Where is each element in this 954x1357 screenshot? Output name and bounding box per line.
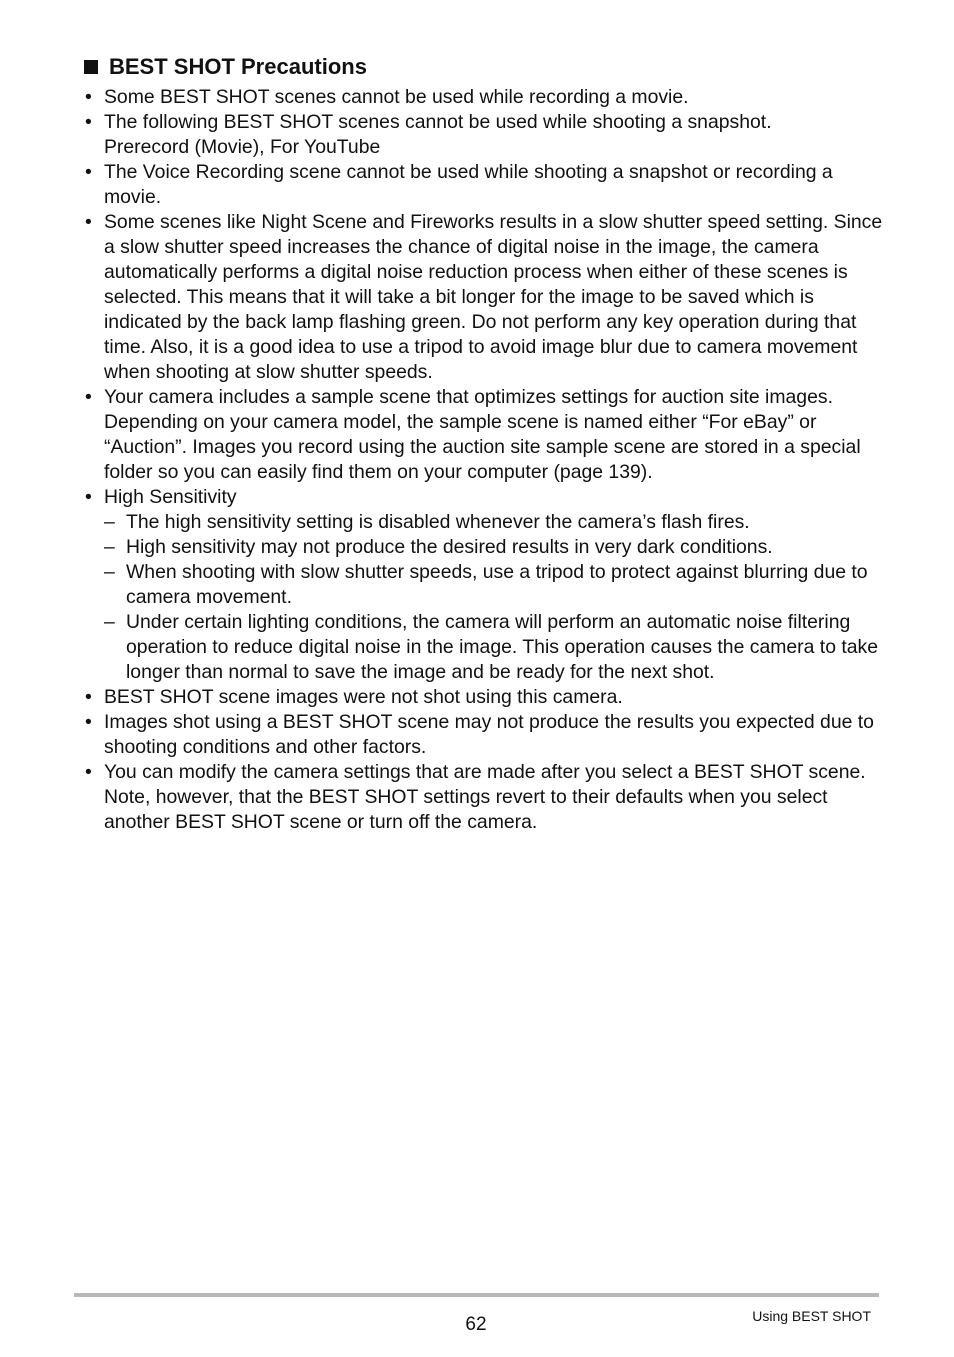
square-bullet-icon	[84, 60, 98, 74]
precautions-list	[84, 85, 884, 835]
list-item-text: Some BEST SHOT scenes cannot be used while recording a movie.	[104, 86, 689, 108]
list-item	[84, 385, 884, 485]
page-number: 62	[465, 1314, 487, 1335]
list-item-text: Images shot using a BEST SHOT scene may not produce the results you expected due to shooting conditions and other factors.	[104, 711, 874, 758]
list-item-text: You can modify the camera settings that are made after you select a BEST SHOT scene. Note, however, that the BEST SHOT settings revert to their defaults when you select another BEST SHOT scene or turn off the camera.	[104, 761, 866, 833]
sub-list-item	[84, 510, 884, 535]
sub-list-item-text: Under certain lighting conditions, the camera will perform an automatic noise filtering operation to reduce digital noise in the image. This operation causes the camera to take longer than normal to save the image and be ready for the next shot.	[126, 611, 879, 683]
list-item-text: High Sensitivity	[104, 486, 237, 508]
list-item	[84, 210, 884, 385]
sub-list-item-text: When shooting with slow shutter speeds, use a tripod to protect against blurring due to camera movement.	[126, 561, 868, 608]
list-item	[84, 710, 884, 760]
bullet-icon: •	[85, 86, 92, 108]
dash-icon: –	[104, 536, 115, 558]
section-heading	[84, 52, 367, 82]
dash-icon: –	[104, 511, 115, 533]
list-item-text: Your camera includes a sample scene that optimizes settings for auction site images. Depending on your camera model, the sample scene is named either “For eBay” or “Auction”. Images you record using the auction site sample scene are stored in a special folder so you can easily find them on your computer (page 139).	[104, 386, 861, 483]
list-item	[84, 160, 884, 210]
list-item	[84, 685, 884, 710]
bullet-icon: •	[85, 486, 92, 508]
sub-list-item-text: The high sensitivity setting is disabled whenever the camera’s flash fires.	[126, 511, 750, 533]
bullet-icon: •	[85, 386, 92, 408]
list-item	[84, 85, 884, 110]
dash-icon: –	[104, 561, 115, 583]
list-item	[84, 760, 884, 835]
sub-list-item	[84, 610, 884, 685]
section-title: BEST SHOT Precautions	[109, 54, 367, 79]
sub-list-item	[84, 535, 884, 560]
footer-section-name: Using BEST SHOT	[752, 1308, 871, 1324]
bullet-icon: •	[85, 161, 92, 183]
list-item-text-continuation: Prerecord (Movie), For YouTube	[104, 136, 381, 158]
list-item	[84, 110, 884, 160]
list-item-text: Some scenes like Night Scene and Fireworks results in a slow shutter speed setting. Since a slow shutter speed increases the chance of digital noise in the image, the camera automatically performs a digital noise reduction process when either of these scenes is selected. This means that it will take a bit longer for the image to be saved which is indicated by the back lamp flashing green. Do not perform any key operation during that time. Also, it is a good idea to use a tripod to avoid image blur due to camera movement when shooting at slow shutter speeds.	[104, 211, 883, 383]
list-item	[84, 485, 884, 510]
list-item-text: BEST SHOT scene images were not shot using this camera.	[104, 686, 623, 708]
footer-divider	[74, 1293, 879, 1297]
list-item-text: The Voice Recording scene cannot be used while shooting a snapshot or recording a movie.	[104, 161, 833, 208]
dash-icon: –	[104, 611, 115, 633]
bullet-icon: •	[85, 711, 92, 733]
sub-list-item-text: High sensitivity may not produce the desired results in very dark conditions.	[126, 536, 773, 558]
bullet-icon: •	[85, 761, 92, 783]
bullet-icon: •	[85, 686, 92, 708]
bullet-icon: •	[85, 111, 92, 133]
list-item-text: The following BEST SHOT scenes cannot be used while shooting a snapshot.	[104, 111, 772, 133]
sub-list-item	[84, 560, 884, 610]
bullet-icon: •	[85, 211, 92, 233]
